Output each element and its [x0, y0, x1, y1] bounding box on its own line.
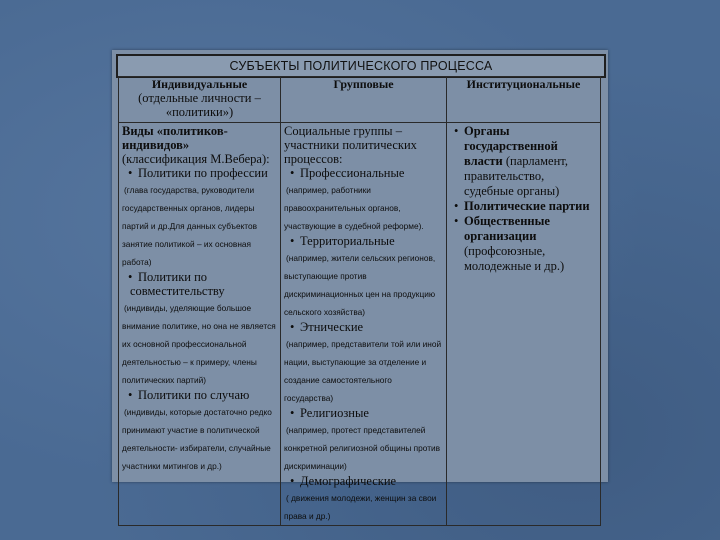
individual-item-head: • Политики по профессии [122, 166, 277, 180]
individual-cell [119, 123, 281, 526]
individual-item-desc: (глава государства, руководители государственных органов, лидеры партий и др.Для данных субъектов занятие политикой – их основная работа) [122, 185, 258, 267]
individual-item [122, 270, 277, 388]
institutional-item: • Политические партии [450, 199, 597, 214]
content-row [119, 123, 601, 526]
subjects-table [118, 76, 601, 526]
individual-item-head: • Политики по случаю [122, 388, 277, 402]
individual-intro-bold: Виды «политиков-индивидов» [122, 124, 228, 152]
group-item [284, 166, 443, 234]
institutional-item: • Общественные организации (профсоюзные, молодежные и др.) [450, 214, 597, 274]
group-item-desc: (например, представители той или иной нации, выступающие за отделение и создание самостоятельного государства) [284, 339, 442, 403]
institutional-item: • Органы государственной власти (парламент, правительство, судебные органы) [450, 124, 597, 199]
header-individual-main: Индивидуальные [151, 77, 248, 91]
group-item-desc: (например, работники правоохранительных органов, участвующие в судебной реформе). [284, 185, 424, 231]
group-item [284, 406, 443, 474]
individual-item [122, 166, 277, 270]
individual-item-head: • Политики по совместительству [122, 270, 277, 298]
group-item [284, 320, 443, 406]
header-row [119, 77, 601, 123]
header-group: Групповые [281, 77, 447, 123]
group-item-head: • Этнические [284, 320, 443, 334]
group-item-head: • Демографические [284, 474, 443, 488]
institutional-cell [447, 123, 601, 526]
individual-item-desc: (индивиды, уделяющие большое внимание политике, но она не является их основной профессиональной деятельностью – к примеру, члены политических партий) [122, 303, 276, 385]
group-item [284, 234, 443, 320]
header-institutional: Институциональные [447, 77, 601, 123]
individual-intro-rest: (классификация М.Вебера): [122, 152, 270, 166]
group-intro: Социальные группы – участники политических процессов: [284, 124, 417, 166]
group-item-desc: ( движения молодежи, женщин за свои права и др.) [284, 493, 437, 521]
group-item-head: • Профессиональные [284, 166, 443, 180]
header-individual-sub: (отдельные личности – «политики») [138, 91, 261, 119]
group-item-desc: (например, протест представителей конкретной религиозной общины против дискриминации) [284, 425, 441, 471]
group-cell [281, 123, 447, 526]
group-item-head: • Территориальные [284, 234, 443, 248]
slide [112, 50, 608, 521]
group-item-desc: (например, жители сельских регионов, выступающие против дискриминационных цен на продукцию сельского хозяйства) [284, 253, 436, 317]
group-item-head: • Религиозные [284, 406, 443, 420]
individual-item [122, 388, 277, 474]
header-individual [119, 77, 281, 123]
group-item [284, 474, 443, 524]
table-title: СУБЪЕКТЫ ПОЛИТИЧЕСКОГО ПРОЦЕССА [116, 54, 606, 78]
individual-item-desc: (индивиды, которые достаточно редко принимают участие в политической деятельности- избиратели, случайные участники митингов и др.) [122, 407, 272, 471]
